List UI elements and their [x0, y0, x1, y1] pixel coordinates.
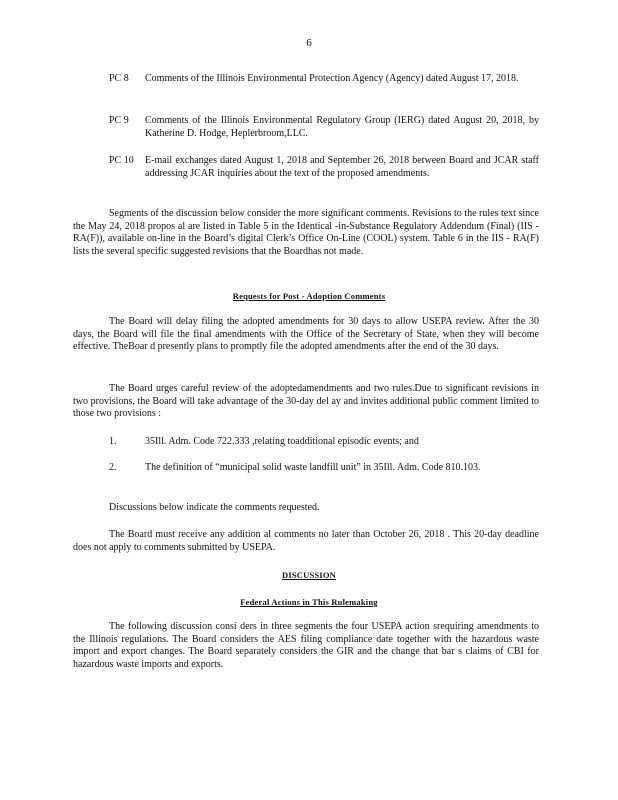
provision-number: 2. [109, 462, 117, 473]
public-comment-text: Comments of the Illinois Environmental Protection Agency (Agency) dated August 17, 2018. [145, 73, 519, 84]
public-comment-label: PC 10 [109, 155, 134, 166]
heading-requests-text: Requests for Post - Adoption Comments [232, 291, 386, 301]
public-comment-label: PC 9 [109, 115, 129, 126]
provision-text: The definition of “municipal solid waste landfill unit” in 35Ill. Adm. Code 810.103. [145, 462, 481, 473]
page-number: 6 [306, 37, 312, 49]
public-comment-label: PC 8 [109, 73, 129, 84]
provision-number: 1. [109, 436, 117, 447]
paragraph-discussions: Discussions below indicate the comments requested. [109, 502, 320, 513]
public-comment-pc8 [109, 73, 539, 86]
public-comment-pc10 [109, 155, 539, 180]
paragraph-following: The following discussion consi ders in three segments the four USEPA action srequiring amendments to the Illinois regulations. The Board considers the AES filing compliance date together with the hazardous waste import and export changes. The Board separately considers the GIR and the change that bar s claims of CBI for hazardous waste imports and exports. [73, 621, 539, 670]
public-comment-pc9 [109, 115, 539, 140]
heading-requests [0, 290, 618, 304]
heading-federal-actions [0, 596, 618, 610]
paragraph-segments: Segments of the discussion below consider the more significant comments. Revisions to the rules text since the May 24, 2018 propos al are listed in Table 5 in the Identical -in-Substance Regulatory Addendum (Final) (IIS -RA(F)), available on-line in the Board’s digital Clerk’s Office On-Line (COOL) system. Table 6 in the IIS - RA(F) lists the several specific suggested revisions that the Boardhas not made. [73, 208, 539, 257]
provision-item-1 [109, 436, 539, 449]
paragraph-deadline: The Board must receive any addition al comments no later than October 26, 2018 . This 20-day deadline does not apply to comments submitted by USEPA. [73, 529, 539, 553]
provision-item-2 [109, 462, 539, 475]
public-comment-text: Comments of the Illinois Environmental Regulatory Group (IERG) dated August 20, 2018, by Katherine D. Hodge, Heplerbroom,LLC. [145, 115, 539, 139]
provision-text: 35Ill. Adm. Code 722.333 ,relating toadditional episodic events; and [145, 436, 419, 447]
paragraph-delay: The Board will delay filing the adopted amendments for 30 days to allow USEPA review. After the 30 days, the Board will file the final amendments with the Office of the Secretary of State, when they will become effective. TheBoar d presently plans to promptly file the adopted amendments after the end of the 30 days. [73, 316, 539, 352]
paragraph-urges: The Board urges careful review of the adoptedamendments and two rules.Due to significant revisions in two provisions, the Board will take advantage of the 30-day del ay and invites additional public comment limited to those two provisions : [73, 383, 539, 419]
heading-federal-text: Federal Actions in This Rulemaking [240, 597, 378, 607]
heading-discussion-text: DISCUSSION [282, 570, 336, 580]
heading-discussion [0, 569, 618, 583]
public-comment-text: E-mail exchanges dated August 1, 2018 and September 26, 2018 between Board and JCAR staff addressing JCAR inquiries about the text of the proposed amendments. [145, 155, 539, 179]
